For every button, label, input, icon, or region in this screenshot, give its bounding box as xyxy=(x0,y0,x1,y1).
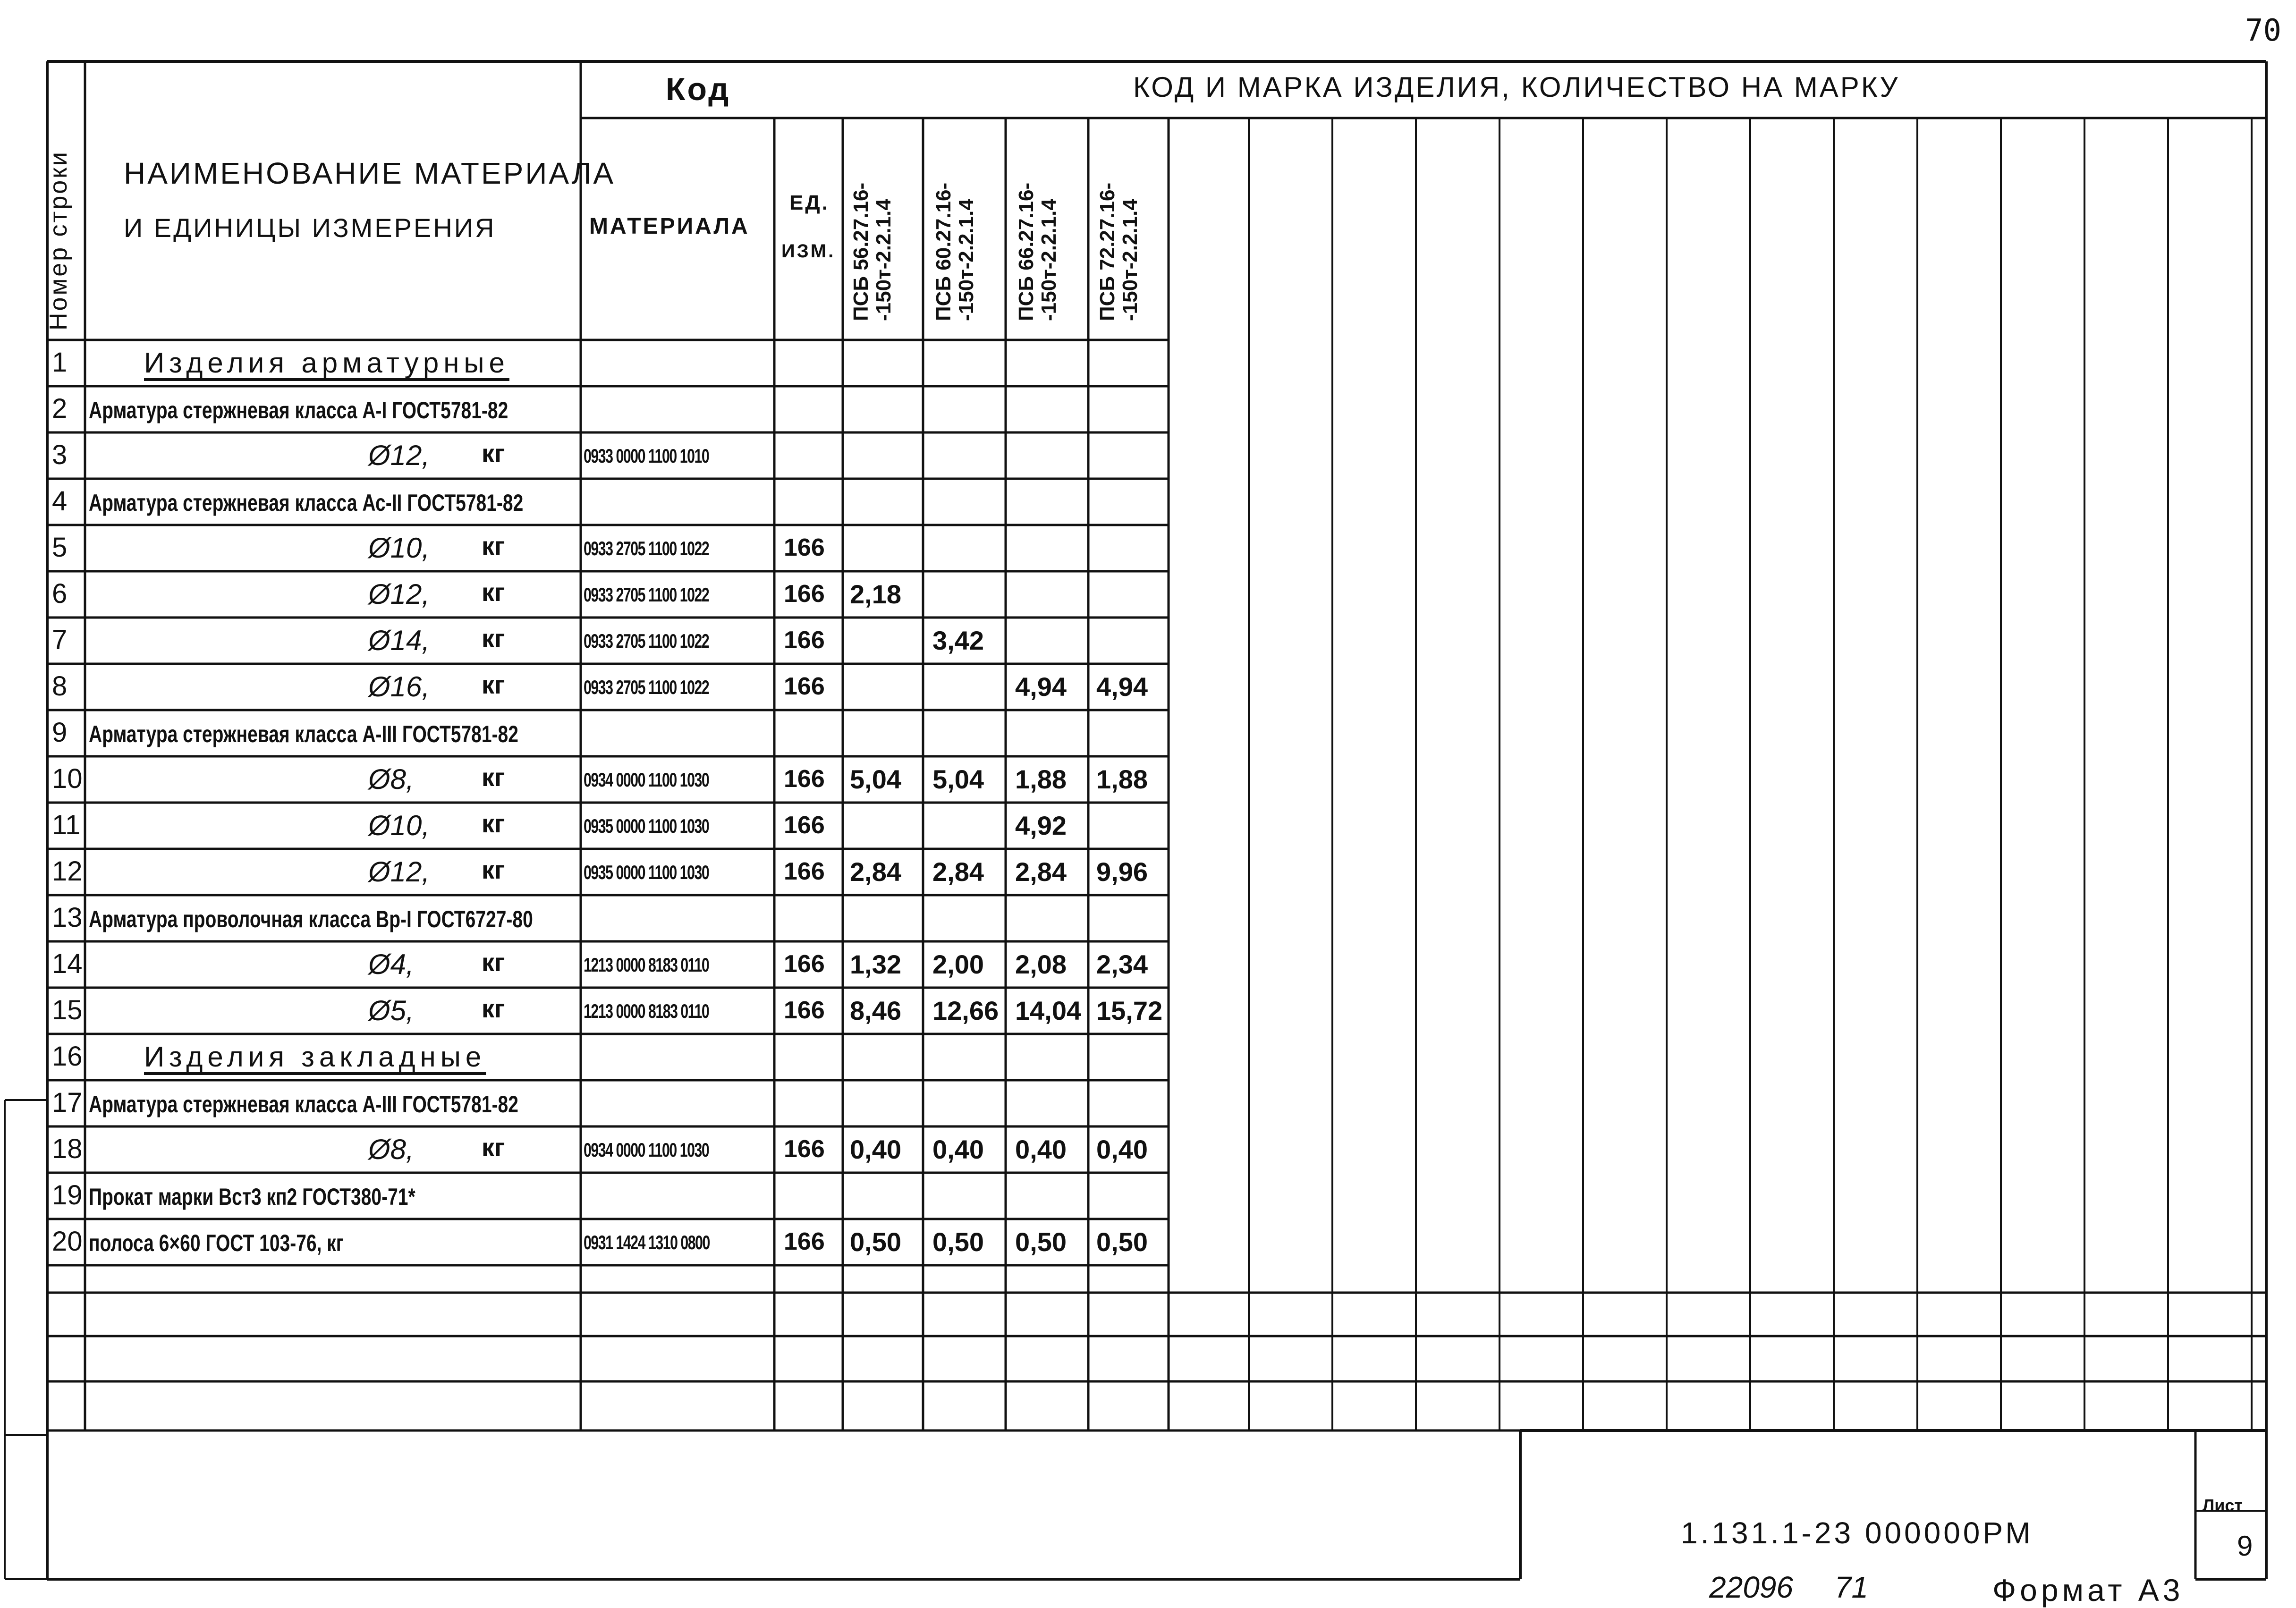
diameter: Ø4, xyxy=(368,948,414,980)
quantity: 0,40 xyxy=(1096,1134,1148,1164)
material-code: 0933 2705 1100 1022 xyxy=(584,630,709,652)
code-header: Код xyxy=(666,71,731,107)
unit: кг xyxy=(482,578,505,607)
quantity: 0,50 xyxy=(1096,1227,1148,1257)
material-code: 1213 0000 8183 0110 xyxy=(584,954,709,976)
row-number: 20 xyxy=(52,1226,83,1257)
row-number: 6 xyxy=(52,578,68,609)
inventory-number: 22096 71 xyxy=(1709,1570,1868,1604)
row-number: 14 xyxy=(52,948,83,979)
unit-header-line2: ИЗМ. xyxy=(781,241,836,262)
quantity: 1,88 xyxy=(1096,764,1148,794)
quantity: 12,66 xyxy=(932,996,999,1025)
row-number: 19 xyxy=(52,1180,83,1210)
drawing-designation: 1.131.1-23 000000РМ xyxy=(1681,1516,2033,1550)
unit-header-line1: ЕД. xyxy=(789,191,830,214)
material-code: 1213 0000 8183 0110 xyxy=(584,1000,709,1022)
unit-code: 166 xyxy=(784,534,825,561)
page-number: 70 xyxy=(2245,13,2282,48)
unit: кг xyxy=(482,810,505,838)
unit-code: 166 xyxy=(784,580,825,608)
quantity: 0,40 xyxy=(1015,1134,1067,1164)
sheet-number: 9 xyxy=(2237,1530,2253,1562)
mark-header: ПСБ 56.27.16- -150т-2.2.1.4 xyxy=(849,182,895,321)
quantity: 2,84 xyxy=(1015,857,1067,887)
mark-header: ПСБ 60.27.16- -150т-2.2.1.4 xyxy=(932,182,978,321)
unit-code: 166 xyxy=(784,673,825,700)
row-number: 10 xyxy=(52,763,83,794)
unit: кг xyxy=(482,763,505,792)
unit: кг xyxy=(482,856,505,884)
row-number: 16 xyxy=(52,1041,83,1072)
row-number: 1 xyxy=(52,347,68,378)
row-number: 13 xyxy=(52,902,83,933)
material-name: Прокат марки Вст3 кп2 ГОСТ380-71* xyxy=(89,1184,415,1210)
quantity: 4,92 xyxy=(1015,811,1067,840)
unit-code: 166 xyxy=(784,812,825,839)
quantity: 15,72 xyxy=(1096,996,1163,1025)
material-code: 0934 0000 1100 1030 xyxy=(584,769,709,791)
mark-header: ПСБ 66.27.16- -150т-2.2.1.4 xyxy=(1015,182,1060,321)
row-number: 17 xyxy=(52,1087,83,1118)
unit: кг xyxy=(482,995,505,1023)
diameter: Ø10, xyxy=(368,810,430,841)
row-number-header: Номер строки xyxy=(45,150,72,330)
quantity: 14,04 xyxy=(1015,996,1082,1025)
diameter: Ø14, xyxy=(368,625,430,656)
diameter: Ø16, xyxy=(368,671,430,702)
row-number: 8 xyxy=(52,671,68,702)
row-number: 11 xyxy=(52,810,81,840)
material-name: полоса 6×60 ГОСТ 103-76, кг xyxy=(89,1230,344,1256)
quantity: 2,08 xyxy=(1015,949,1067,979)
material-code: 0935 0000 1100 1030 xyxy=(584,815,709,837)
quantity: 0,50 xyxy=(932,1227,984,1257)
quantity: 1,32 xyxy=(850,949,901,979)
unit: кг xyxy=(482,671,505,699)
unit: кг xyxy=(482,532,505,560)
quantity: 0,40 xyxy=(932,1134,984,1164)
unit-code: 166 xyxy=(784,997,825,1024)
material-name: Арматура стержневая класса A-III ГОСТ5781-82 xyxy=(89,721,518,747)
quantity: 3,42 xyxy=(932,626,984,655)
name-header-line2: И ЕДИНИЦЫ ИЗМЕРЕНИЯ xyxy=(124,213,496,243)
material-name: Арматура стержневая класса A-III ГОСТ5781-82 xyxy=(89,1091,518,1117)
row-number: 7 xyxy=(52,625,68,655)
material-code: 0933 2705 1100 1022 xyxy=(584,676,709,698)
mark-header: ПСБ 72.27.16- -150т-2.2.1.4 xyxy=(1096,182,1142,321)
material-code: 0934 0000 1100 1030 xyxy=(584,1139,709,1161)
unit-code: 166 xyxy=(784,858,825,885)
quantity: 5,04 xyxy=(932,764,984,794)
row-number: 5 xyxy=(52,532,68,563)
sheet-label: Лист xyxy=(2203,1496,2243,1515)
quantity: 2,84 xyxy=(932,857,984,887)
unit-code: 166 xyxy=(784,765,825,793)
quantity: 0,50 xyxy=(1015,1227,1067,1257)
name-header-line1: НАИМЕНОВАНИЕ МАТЕРИАЛА xyxy=(124,156,616,190)
quantity: 9,96 xyxy=(1096,857,1148,887)
quantity: 4,94 xyxy=(1015,672,1067,702)
row-number: 4 xyxy=(52,486,68,516)
diameter: Ø12, xyxy=(368,578,430,610)
unit-code: 166 xyxy=(784,626,825,654)
diameter: Ø12, xyxy=(368,856,430,888)
row-number: 2 xyxy=(52,393,68,424)
diameter: Ø12, xyxy=(368,440,430,471)
section-heading: Изделия закладные xyxy=(144,1041,486,1073)
format-label: Формат А3 xyxy=(1992,1573,2184,1608)
material-code: 0931 1424 1310 0800 xyxy=(584,1231,710,1253)
unit: кг xyxy=(482,440,505,468)
row-number: 12 xyxy=(52,856,83,887)
material-code: 0935 0000 1100 1030 xyxy=(584,861,709,883)
unit: кг xyxy=(482,948,505,977)
marks-title: КОД И МАРКА ИЗДЕЛИЯ, КОЛИЧЕСТВО НА МАРКУ xyxy=(1133,71,1900,103)
quantity: 0,50 xyxy=(850,1227,901,1257)
quantity: 4,94 xyxy=(1096,672,1148,702)
quantity: 2,84 xyxy=(850,857,901,887)
material-name: Арматура проволочная класса Bp-I ГОСТ6727-80 xyxy=(89,906,533,932)
unit: кг xyxy=(482,1134,505,1162)
material-code: 0933 2705 1100 1022 xyxy=(584,537,709,559)
row-number: 9 xyxy=(52,717,68,748)
row-number: 15 xyxy=(52,995,83,1025)
diameter: Ø10, xyxy=(368,532,430,564)
quantity: 1,88 xyxy=(1015,764,1067,794)
row-number: 18 xyxy=(52,1134,83,1164)
quantity: 0,40 xyxy=(850,1134,901,1164)
unit-code: 166 xyxy=(784,1228,825,1255)
material-name: Арматура стержневая класса Ас-II ГОСТ5781-82 xyxy=(89,490,524,516)
quantity: 2,34 xyxy=(1096,949,1148,979)
quantity: 2,00 xyxy=(932,949,984,979)
unit: кг xyxy=(482,625,505,653)
section-heading: Изделия арматурные xyxy=(144,347,509,379)
quantity: 8,46 xyxy=(850,996,901,1025)
material-name: Арматура стержневая класса A-I ГОСТ5781-82 xyxy=(89,397,508,423)
quantity: 5,04 xyxy=(850,764,901,794)
diameter: Ø8, xyxy=(368,1134,414,1165)
row-number: 3 xyxy=(52,440,68,470)
quantity: 2,18 xyxy=(850,579,901,609)
unit-code: 166 xyxy=(784,950,825,978)
unit-code: 166 xyxy=(784,1135,825,1163)
diameter: Ø8, xyxy=(368,763,414,795)
material-code: 0933 2705 1100 1022 xyxy=(584,584,709,606)
diameter: Ø5, xyxy=(368,995,414,1026)
code-material-header: МАТЕРИАЛА xyxy=(589,214,750,239)
material-code: 0933 0000 1100 1010 xyxy=(584,445,709,467)
